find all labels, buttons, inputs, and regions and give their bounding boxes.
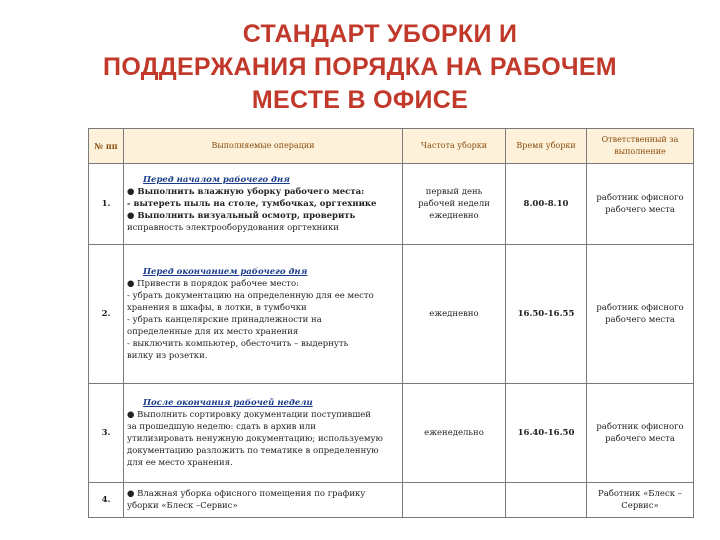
header-time: Время уборки	[506, 129, 587, 164]
header-frequency: Частота уборки	[403, 129, 506, 164]
row-operation	[124, 483, 403, 518]
row-bullet: ● Влажная уборка офисного помещения по графику	[127, 489, 366, 500]
title-line-1: СТАНДАРТ УБОРКИ И	[242, 20, 518, 48]
row-line: за прошедшую неделю: сдать в архив или	[127, 422, 316, 433]
row-time: 16.50-16.55	[506, 245, 587, 383]
row-time: 16.40-16.50	[506, 383, 587, 483]
row-line: исправность электрооборудования оргтехники	[127, 223, 339, 234]
row-time: 8.00-8.10	[506, 164, 587, 245]
row-line: ● Выполнить визуальный осмотр, проверить	[127, 211, 356, 222]
table-row	[89, 245, 694, 383]
row-bullet-text: Выполнить влажную уборку рабочего места:	[137, 187, 365, 198]
row-bullet: ● Выполнить влажную уборку рабочего места:	[127, 187, 365, 198]
row-time	[506, 483, 587, 518]
row-section-title: После окончания рабочей недели	[143, 398, 313, 409]
row-frequency: первый день рабочей недели ежедневно	[403, 164, 506, 245]
row-frequency: еженедельно	[403, 383, 506, 483]
header-operation: Выполняемые операции	[124, 129, 403, 164]
row-section-title: Перед окончанием рабочего дня	[143, 267, 308, 278]
row-bullet-text: Выполнить сортировку документации поступившей	[137, 410, 371, 421]
cleaning-standard-table	[88, 128, 694, 518]
page-title	[80, 18, 640, 117]
row-bullet: ● Привести в порядок рабочее место:	[127, 279, 299, 290]
row-line: уборки «Блеск –Сервис»	[127, 501, 238, 512]
table-header-row	[89, 129, 694, 164]
row-line: утилизировать ненужную документацию; используемую	[127, 434, 383, 445]
row-num: 1.	[89, 164, 124, 245]
row-bullet-text: Привести в порядок рабочее место:	[137, 279, 299, 290]
row-frequency: ежедневно	[403, 245, 506, 383]
row-operation	[124, 383, 403, 483]
row-responsible: Работник «Блеск –Сервис»	[587, 483, 694, 518]
row-bullet-text: Влажная уборка офисного помещения по графику	[137, 489, 366, 500]
row-line: вилку из розетки.	[127, 351, 208, 362]
row-num: 2.	[89, 245, 124, 383]
row-line: документацию разложить по тематике в определенную	[127, 446, 379, 457]
row-frequency	[403, 483, 506, 518]
header-num: № пп	[89, 129, 124, 164]
row-responsible: работник офисного рабочего места	[587, 164, 694, 245]
table-row	[89, 483, 694, 518]
row-section-title: Перед началом рабочего дня	[143, 175, 290, 186]
title-line-3: МЕСТЕ В ОФИСЕ	[251, 86, 469, 114]
row-line: - вытереть пыль на столе, тумбочках, оргтехнике	[127, 199, 377, 210]
row-line: для ее место хранения.	[127, 458, 233, 469]
row-num: 4.	[89, 483, 124, 518]
table-row	[89, 383, 694, 483]
row-line: - убрать канцелярские принадлежности на	[127, 315, 322, 326]
row-operation	[124, 245, 403, 383]
table-row	[89, 164, 694, 245]
row-line: - выключить компьютер, обесточить – выдернуть	[127, 339, 349, 350]
row-line: - убрать документацию на определенную для ее место	[127, 291, 374, 302]
row-line: хранения в шкафы, в лотки, в тумбочки	[127, 303, 307, 314]
row-num: 3.	[89, 383, 124, 483]
row-operation	[124, 164, 403, 245]
title-line-2: ПОДДЕРЖАНИЯ ПОРЯДКА НА РАБОЧЕМ	[103, 53, 617, 81]
row-bullet: ● Выполнить сортировку документации поступившей	[127, 410, 371, 421]
header-responsible: Ответственный за выполнение	[587, 129, 694, 164]
row-responsible: работник офисного рабочего места	[587, 383, 694, 483]
row-responsible: работник офисного рабочего места	[587, 245, 694, 383]
row-line: определенные для их место хранения	[127, 327, 299, 338]
